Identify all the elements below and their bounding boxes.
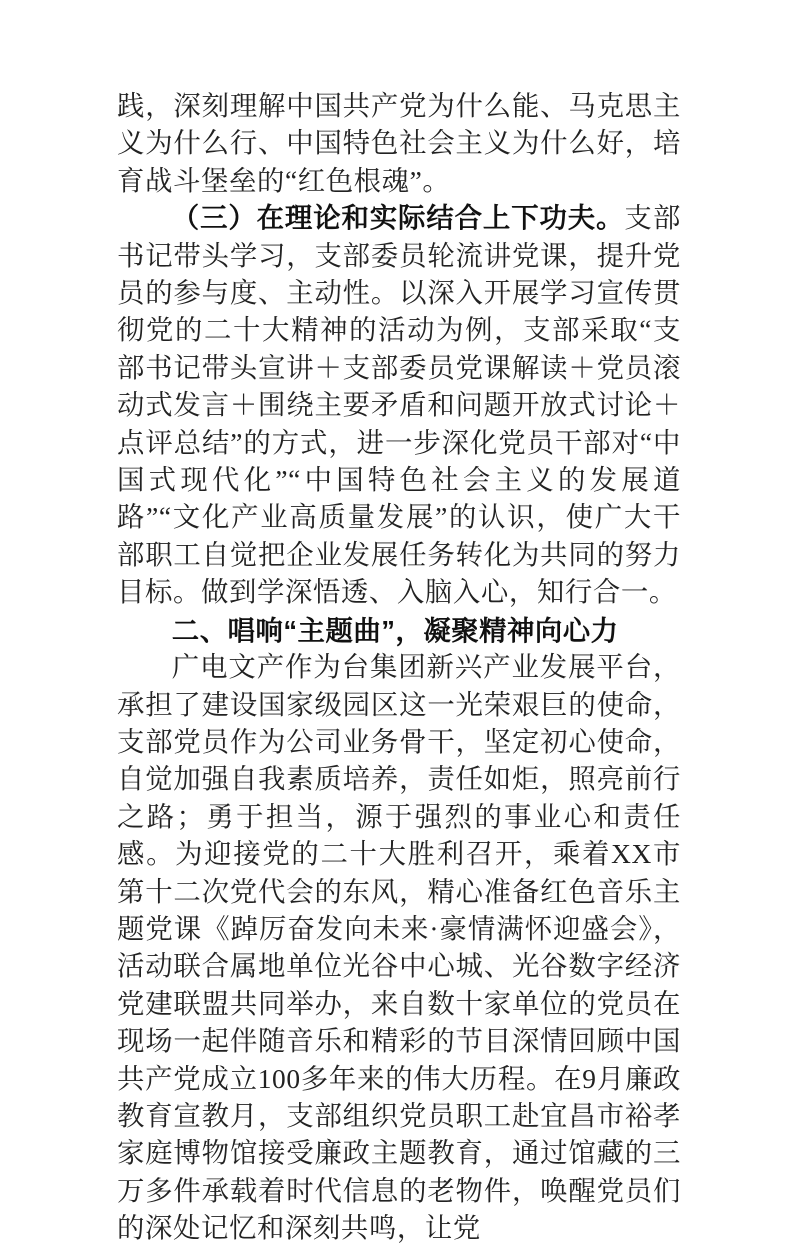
paragraph-continued-previous-page: 践，深刻理解中国共产党为什么能、马克思主义为什么行、中国特色社会主义为什么好，培育战斗堡垒的“红色根魂”。 [117,91,681,196]
paragraph-body-text: 支部书记带头学习，支部委员轮流讲党课，提升党员的参与度、主动性。以深入开展学习宣传贯彻党的二十大精神的活动为例，支部采取“支部书记带头宣讲＋支部委员党课解读＋党员滚动式发言＋围绕主要矛盾和问题开放式讨论＋点评总结”的方式，进一步深化党员干部对“中国式现代化”“中国特色社会主义的发展道路”“文化产业高质量发展”的认识，使广大干部职工自觉把企业发展任务转化为共同的努力目标。做到学深悟透、入脑入心，知行合一。 [117,203,682,608]
paragraph-section-two-body: 广电文产作为台集团新兴产业发展平台，承担了建设国家级园区这一光荣艰巨的使命，支部党员作为公司业务骨干，坚定初心使命，自觉加强自我素质培养，责任如炬，照亮前行之路；勇于担当，源于强烈的事业心和责任感。为迎接党的二十大胜利召开，乘着XX市第十二次党代会的东风，精心准备红色音乐主题党课《踔厉奋发向未来·豪情满怀迎盛会》，活动联合属地单位光谷中心城、光谷数字经济党建联盟共同举办，来自数十家单位的党员在现场一起伴随音乐和精彩的节目深情回顾中国共产党成立100多年来的伟大历程。在9月廉政教育宣教月，支部组织党员职工赴宜昌市裕孝家庭博物馆接受廉政主题教育，通过馆藏的三万多件承载着时代信息的老物件，唤醒党员们的深处记忆和深刻共鸣，让党 [117,652,681,1244]
runin-heading-three: （三）在理论和实际结合上下功夫。 [171,203,625,234]
paragraph-section-one-point-three [117,200,681,611]
section-heading-two: 二、唱响“主题曲”，凝聚精神向心力 [171,614,619,646]
page-content-column [117,88,681,1248]
